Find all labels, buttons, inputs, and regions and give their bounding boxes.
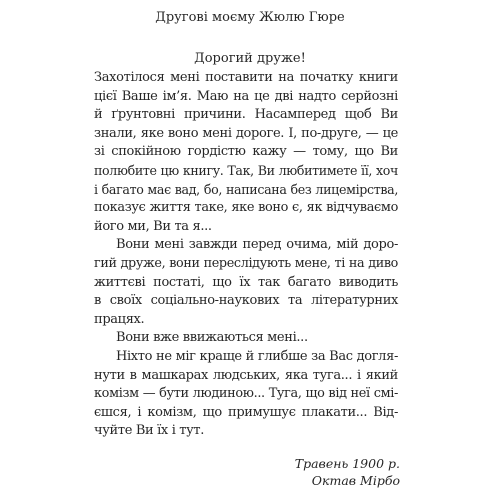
text-line: Захотілося мені поставити на початку книги [94,70,398,85]
text-line: його ми, Ви та я... [94,218,212,234]
signature-author: Октав Мірбо [311,473,400,488]
text-line: Вони вже ввижаються мені... [116,330,308,346]
text-line: зі спокійною гордістю кажу — тому, що Ви [94,144,398,160]
letter-body [94,69,398,441]
text-line: єшся, і комізм, що примушує плакати... Від- [94,404,398,420]
text-line: життєві постаті, що їх так багато виводить [94,274,398,290]
text-line: чуйте Ви їх і тут. [94,423,205,439]
text-line: нути в машкарах людських, яка туга... і який [94,367,398,383]
text-line: й ґрунтовні причини. Насамперед щоб Ви [94,107,398,123]
dedication-line: Другові моєму Жюлю Гюре [155,10,345,25]
text-line: Вони мені завжди перед очима, мій доро- [116,237,398,253]
signature-date: Травень 1900 р. [294,456,400,471]
text-line: в своїх соціально-наукових та літературних [94,293,398,309]
text-line: і багато має вад, бо, написана без лицемірства, [94,181,398,197]
text-line: працях. [94,311,145,327]
text-line: цієї Ваше ім’я. Маю на це дві надто серйозні [94,88,398,104]
text-line: комізм — бути людиною... Туга, що від неї смі- [94,386,398,402]
salutation: Дорогий друже! [194,51,306,66]
text-line: гий друже, вони переслідують мене, ті на диво [94,255,398,271]
text-line: полюбите цю книгу. Так, Ви любитимете її, хоч [94,162,398,178]
text-line: Ніхто не міг краще й глибше за Вас догля- [116,348,398,364]
text-line: знали, яке воно мені дороге. І, по-друге, — це [94,125,398,141]
text-line: показує життя таке, яке воно є, як відчуваємо [94,200,398,216]
signature-block [295,455,400,489]
